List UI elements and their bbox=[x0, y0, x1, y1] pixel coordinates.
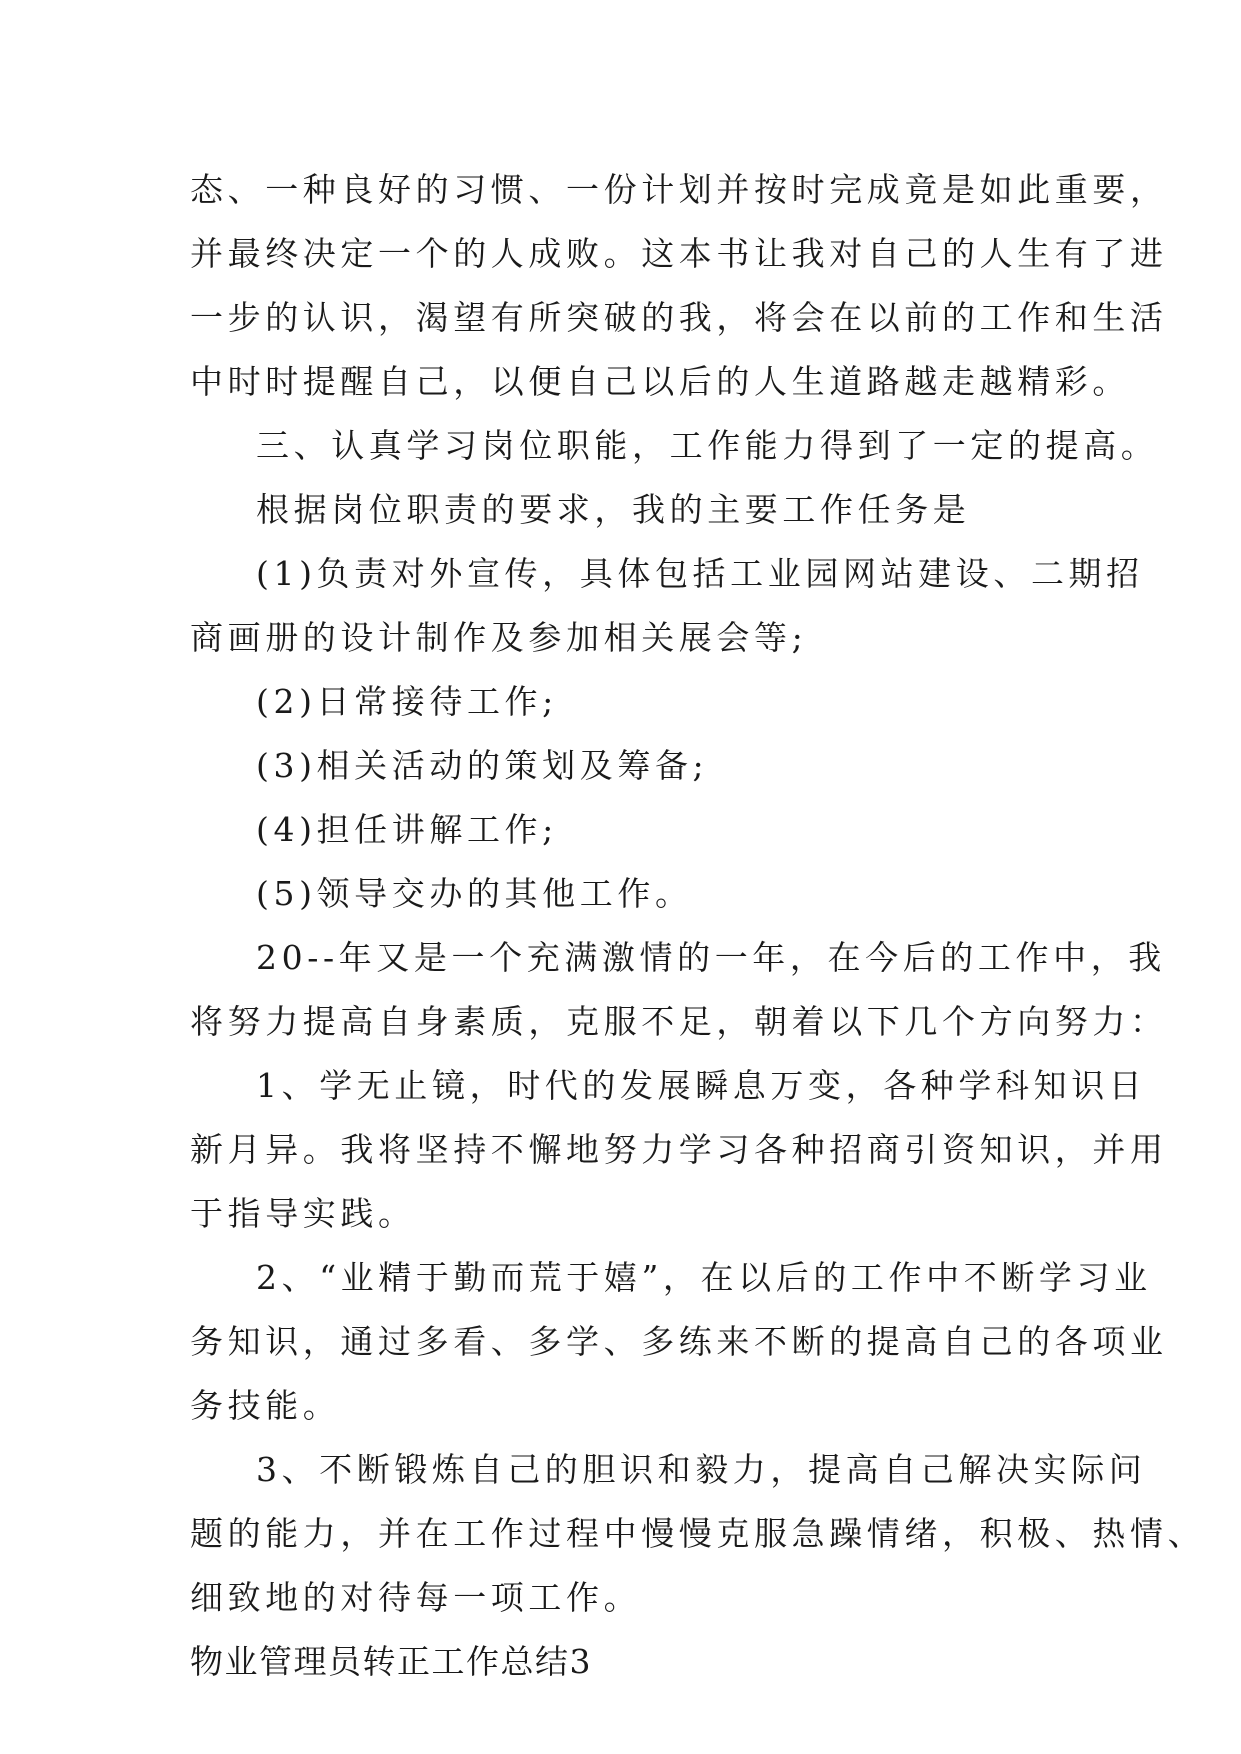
task-item-5: (5)领导交办的其他工作。 bbox=[256, 874, 693, 913]
text-line: 务知识，通过多看、多学、多练来不断的提高自己的各项业 bbox=[190, 1322, 1168, 1361]
text-line: 新月异。我将坚持不懈地努力学习各种招商引资知识，并用 bbox=[190, 1130, 1168, 1169]
text-line: 将努力提高自身素质，克服不足，朝着以下几个方向努力： bbox=[190, 1002, 1168, 1041]
task-item-4: (4)担任讲解工作; bbox=[256, 810, 558, 849]
section-heading-3: 三、认真学习岗位职能，工作能力得到了一定的提高。 bbox=[256, 426, 1159, 465]
text-line: 一步的认识，渴望有所突破的我，将会在以前的工作和生活 bbox=[190, 298, 1168, 337]
text-line: 于指导实践。 bbox=[190, 1194, 416, 1233]
task-item-2: (2)日常接待工作; bbox=[256, 682, 558, 721]
text-line: 态、一种良好的习惯、一份计划并按时完成竟是如此重要， bbox=[190, 170, 1168, 209]
text-line: 中时时提醒自己，以便自己以后的人生道路越走越精彩。 bbox=[190, 362, 1130, 401]
plan-item-3: 3、不断锻炼自己的胆识和毅力，提高自己解决实际问 bbox=[256, 1450, 1147, 1489]
text-line: 商画册的设计制作及参加相关展会等; bbox=[190, 618, 808, 657]
text-line: 并最终决定一个的人成败。这本书让我对自己的人生有了进 bbox=[190, 234, 1168, 273]
document-section-title: 物业管理员转正工作总结3 bbox=[190, 1642, 592, 1681]
plan-item-2: 2、“业精于勤而荒于嬉”，在以后的工作中不断学习业 bbox=[256, 1258, 1152, 1297]
text-line: 根据岗位职责的要求，我的主要工作任务是 bbox=[256, 490, 971, 529]
text-line: 细致地的对待每一项工作。 bbox=[190, 1578, 642, 1617]
text-line: 题的能力，并在工作过程中慢慢克服急躁情绪，积极、热情、 bbox=[190, 1514, 1206, 1553]
task-item-1: (1)负责对外宣传，具体包括工业园网站建设、二期招 bbox=[256, 554, 1144, 593]
text-line: 务技能。 bbox=[190, 1386, 341, 1425]
task-item-3: (3)相关活动的策划及筹备; bbox=[256, 746, 709, 785]
document-body bbox=[190, 158, 1206, 1694]
plan-item-1: 1、学无止镜，时代的发展瞬息万变，各种学科知识日 bbox=[256, 1066, 1147, 1105]
text-line: 20--年又是一个充满激情的一年，在今后的工作中，我 bbox=[256, 938, 1166, 977]
